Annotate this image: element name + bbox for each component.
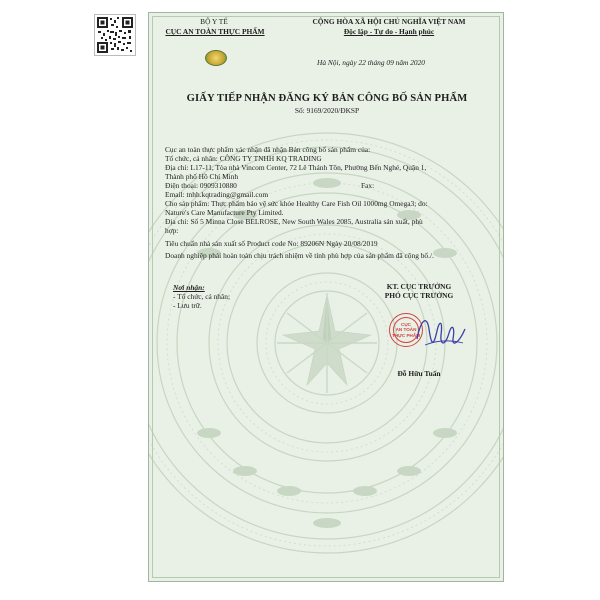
standard-code: Tiêu chuẩn nhà sản xuất số Product code No: 89206N Ngày 20/08/2019 — [165, 239, 378, 248]
seal-text-1: CỤC — [401, 322, 411, 327]
organization: Tổ chức, cá nhân: CÔNG TY TNHH KQ TRADING — [165, 154, 322, 163]
signer-title-1: KT. CỤC TRƯỞNG — [386, 282, 452, 291]
address-line-1: Địa chỉ: L17-11, Tòa nhà Vincom Center, 72 Lê Thánh Tôn, Phường Bến Nghé, Quận 1, — [165, 163, 427, 172]
seal-text-3: THỰC PHẨM — [391, 332, 421, 338]
signer-title-2: PHÓ CỤC TRƯỞNG — [384, 291, 454, 300]
manufacturer-address-1: Địa chỉ: Số 5 Minna Close BELROSE, New South Wales 2085, Australia sản xuất, phù — [165, 217, 423, 226]
qr-code — [94, 14, 136, 56]
issue-date: Hà Nội, ngày 22 tháng 09 năm 2020 — [317, 58, 425, 67]
manufacturer-address-2: hợp: — [165, 226, 179, 235]
handwritten-signature — [411, 309, 471, 357]
recipient-item-1: - Tổ chức, cá nhân; — [173, 292, 231, 301]
recipients-title: Nơi nhận: — [173, 283, 205, 292]
agency-logo — [205, 50, 227, 66]
intro-line: Cục an toàn thực phẩm xác nhận đã nhận Bản công bố sản phẩm của: — [165, 145, 371, 154]
seal-text-2: AN TOÀN — [395, 327, 417, 333]
product-line-1: Cho sản phẩm: Thực phẩm bảo vệ sức khỏe Healthy Care Fish Oil 1000mg Omega3; do: — [165, 199, 428, 208]
fax-number: Fax: — [361, 181, 375, 190]
ministry-name: BỘ Y TẾ — [200, 17, 228, 26]
page-title: GIẤY TIẾP NHẬN ĐĂNG KÝ BẢN CÔNG BỐ SẢN PHẨM — [186, 93, 468, 104]
recipient-item-2: - Lưu trữ. — [173, 301, 202, 310]
product-line-2: Nature's Care Manufacture Pty Limited. — [165, 208, 284, 217]
nation-name: CỘNG HÒA XÃ HỘI CHỦ NGHĨA VIỆT NAM — [312, 17, 466, 26]
phone-number: Điện thoại: 0909310880 — [165, 181, 237, 190]
responsibility-note: Doanh nghiệp phải hoàn toàn chịu trách nhiệm về tính phù hợp của sản phẩm đã công bố./. — [165, 251, 434, 260]
certificate-document — [148, 12, 504, 582]
email-address: Email: tnhh.kqtrading@gmail.com — [165, 190, 269, 199]
address-line-2: Thành phố Hồ Chí Minh — [165, 172, 239, 181]
signer-name: Đỗ Hữu Tuấn — [397, 369, 441, 378]
department-name: CỤC AN TOÀN THỰC PHẨM — [165, 27, 265, 36]
national-motto: Độc lập - Tự do - Hạnh phúc — [343, 27, 435, 36]
document-number: Số: 9169/2020/ĐKSP — [294, 106, 360, 115]
